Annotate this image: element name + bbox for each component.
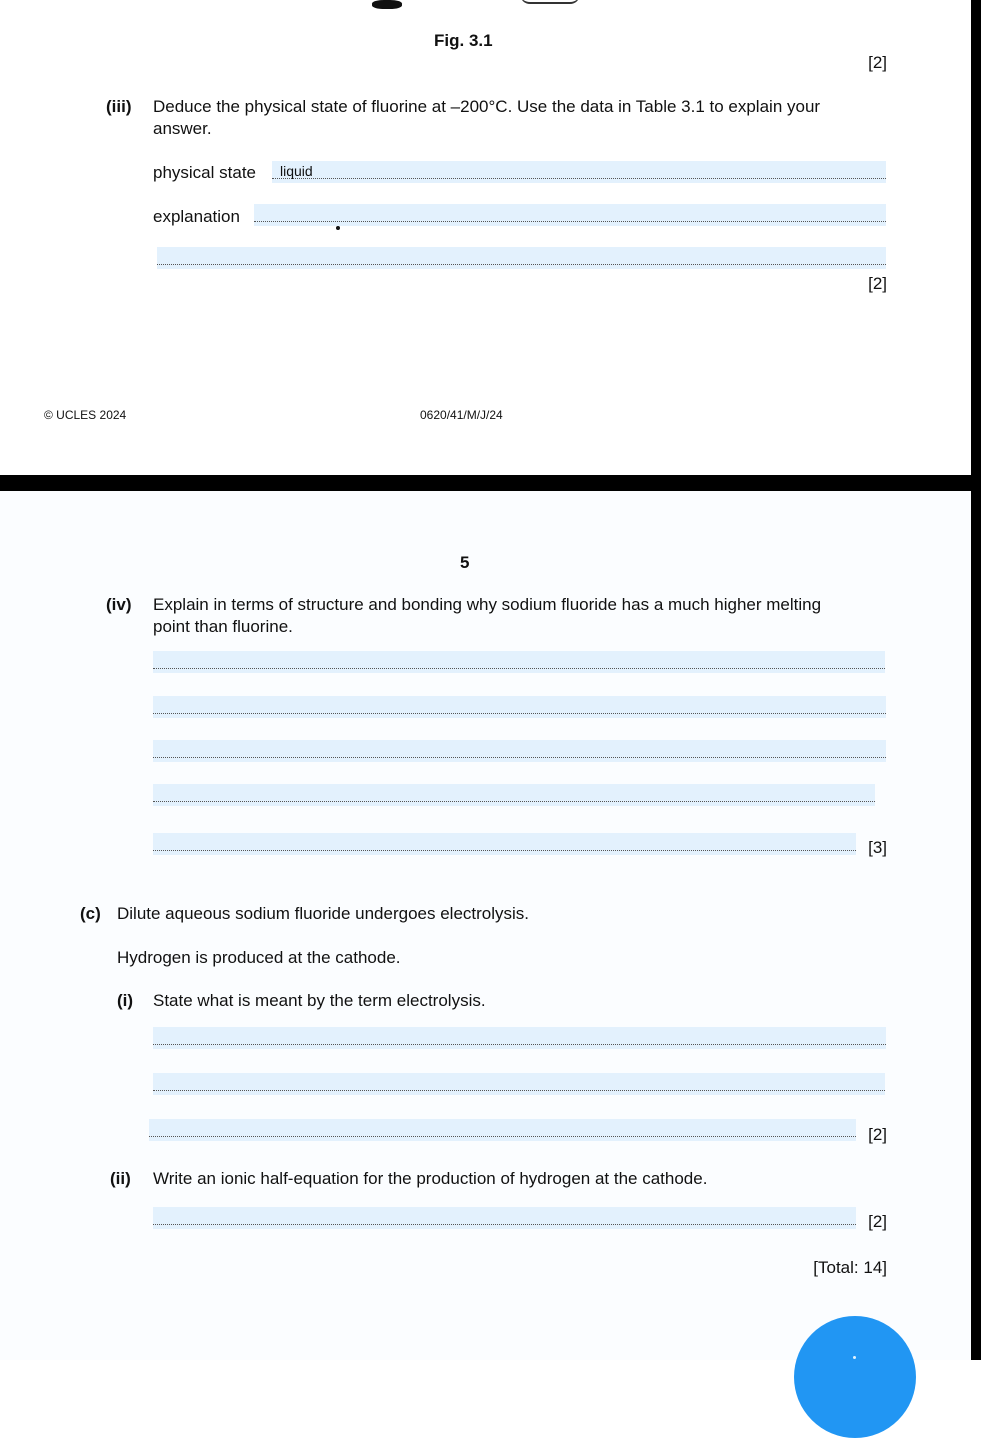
question-iii-label: (iii)	[106, 97, 132, 116]
figure-remnant	[372, 0, 402, 9]
page-2-background	[0, 491, 971, 1360]
question-iii-text-cont: answer.	[153, 119, 212, 138]
marks-ci: [2]	[868, 1125, 887, 1144]
answer-line	[153, 757, 886, 758]
question-ci-label: (i)	[117, 991, 134, 1010]
answer-field-ci-1[interactable]	[153, 1027, 886, 1049]
question-c-subtext: Hydrogen is produced at the cathode.	[117, 948, 401, 967]
answer-line	[153, 713, 886, 714]
figure-curve	[520, 0, 580, 4]
question-c-text: Dilute aqueous sodium fluoride undergoes electrolysis.	[117, 904, 530, 923]
question-iv-text-cont: point than fluorine.	[153, 617, 293, 636]
answer-field-cii[interactable]	[153, 1207, 856, 1229]
explanation-field-line-2[interactable]	[157, 247, 886, 269]
question-c-label: (c)	[80, 904, 101, 923]
question-iv-label: (iv)	[106, 595, 132, 614]
physical-state-field[interactable]	[272, 161, 886, 183]
answer-field-iv-4[interactable]	[153, 784, 875, 806]
total-marks: [Total: 14]	[813, 1258, 887, 1277]
answer-field-iv-3[interactable]	[153, 740, 886, 762]
marks-iv: [3]	[868, 838, 887, 857]
answer-line	[153, 1090, 885, 1091]
explanation-field[interactable]	[254, 204, 886, 226]
answer-line	[153, 850, 856, 851]
answer-field-iv-1[interactable]	[153, 651, 885, 673]
answer-field-ci-3[interactable]	[149, 1119, 856, 1141]
answer-field-ci-2[interactable]	[153, 1073, 885, 1095]
figure-caption: Fig. 3.1	[434, 31, 493, 50]
physical-state-answer: liquid	[280, 163, 313, 179]
answer-line	[272, 178, 886, 179]
question-iv-text: Explain in terms of structure and bonding why sodium fluoride has a much higher melting	[153, 595, 822, 614]
question-cii-label: (ii)	[110, 1169, 131, 1188]
physical-state-label: physical state	[153, 163, 256, 182]
answer-field-iv-5[interactable]	[153, 833, 856, 855]
marks-cii: [2]	[868, 1212, 887, 1231]
marks-iii: [2]	[868, 274, 887, 293]
answer-line	[157, 264, 886, 265]
viewer-edge	[971, 0, 981, 1360]
fab-icon	[853, 1356, 856, 1359]
text-cursor	[336, 226, 340, 230]
answer-line	[153, 668, 885, 669]
answer-field-iv-2[interactable]	[153, 696, 886, 718]
page-divider	[0, 475, 981, 491]
explanation-label: explanation	[153, 207, 240, 226]
answer-line	[153, 1224, 856, 1225]
question-cii-text: Write an ionic half-equation for the production of hydrogen at the cathode.	[153, 1169, 708, 1188]
question-ci-text: State what is meant by the term electrolysis.	[153, 991, 486, 1010]
answer-line	[153, 801, 875, 802]
floating-action-button[interactable]	[794, 1316, 916, 1438]
page-number: 5	[460, 553, 470, 572]
answer-line	[254, 221, 886, 222]
marks-figure: [2]	[868, 53, 887, 72]
footer-copyright: © UCLES 2024	[44, 408, 127, 422]
answer-line	[153, 1044, 886, 1045]
answer-line	[149, 1136, 856, 1137]
footer-paper-code: 0620/41/M/J/24	[420, 408, 503, 422]
question-iii-text: Deduce the physical state of fluorine at –200°C. Use the data in Table 3.1 to explain your	[153, 97, 821, 116]
